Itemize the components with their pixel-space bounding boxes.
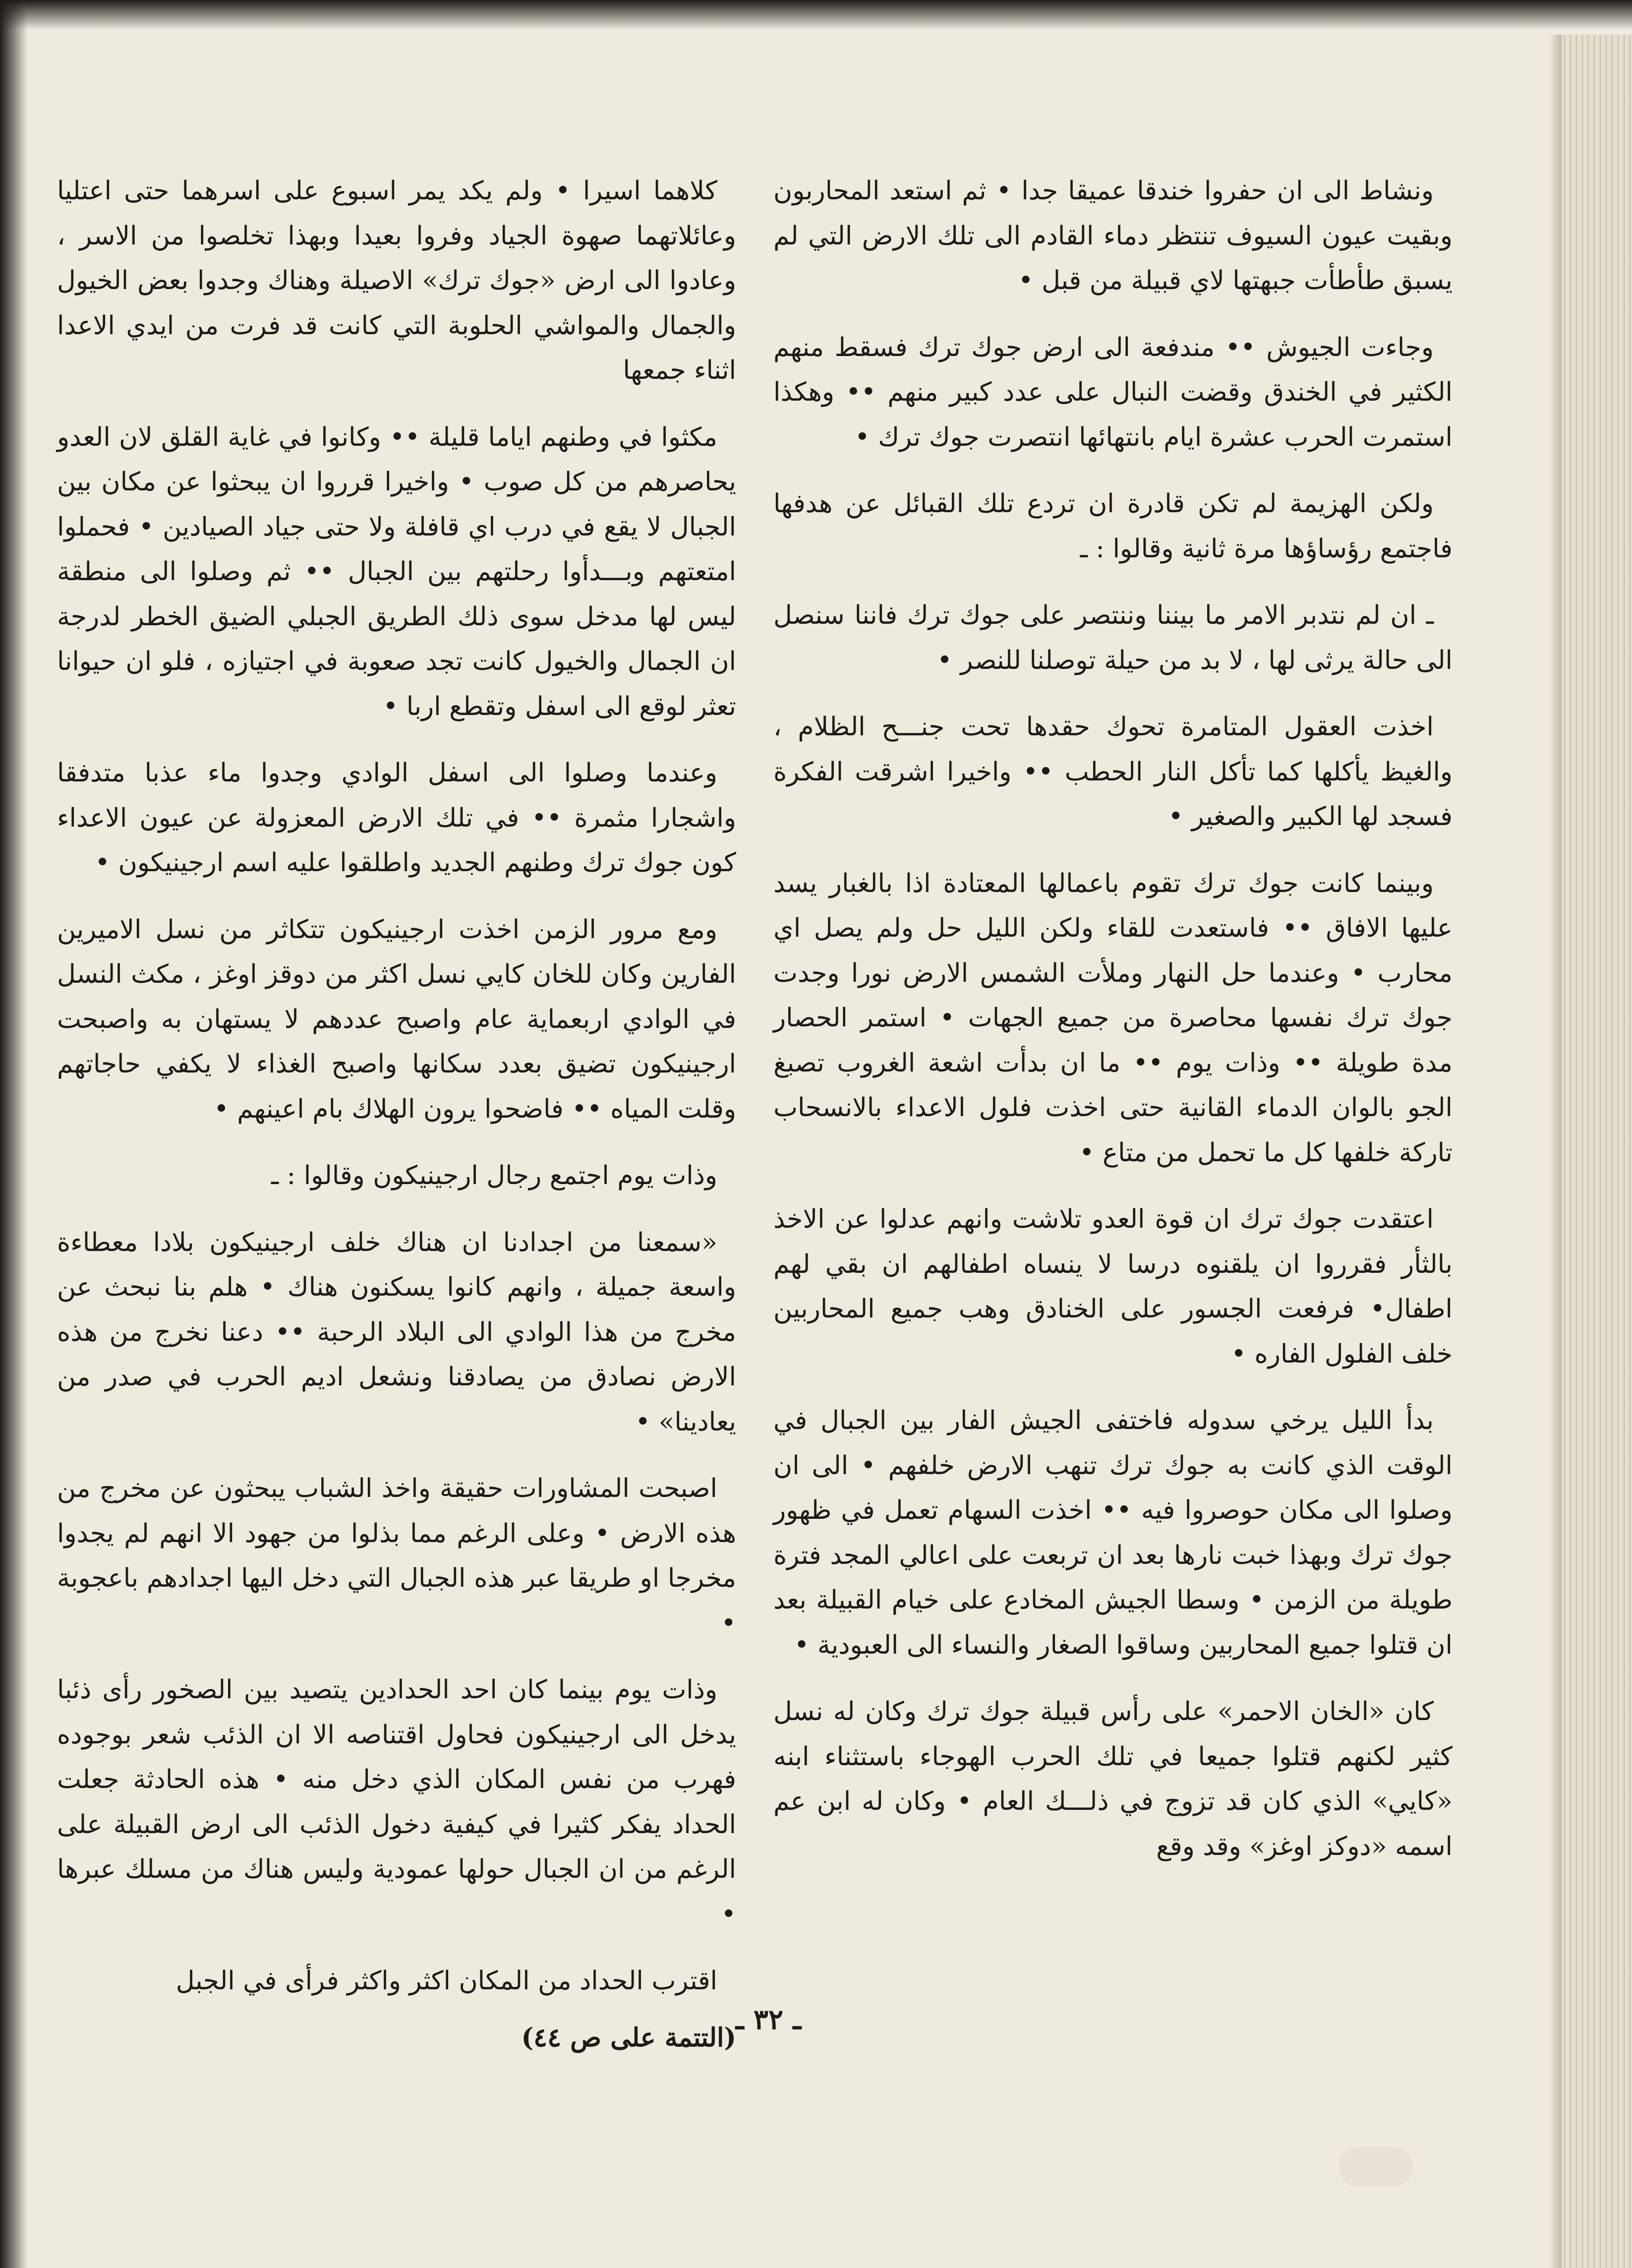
paragraph: ولكن الهزيمة لم تكن قادرة ان تردع تلك القبائل عن هدفها فاجتمع رؤساؤها مرة ثانية وقالوا : ـ	[773, 489, 1453, 564]
paragraph: اقترب الحداد من المكان اكثر واكثر فرأى في الجبل	[175, 1966, 717, 1996]
paragraph: «سمعنا من اجدادنا ان هناك خلف ارجينيكون بلادا معطاءة واسعة جميلة ، وانهم كانوا يسكنون هناك • هلم بنا نبحث عن مخرج من هذا الوادي الى البلاد الرحبة •• دعنا نخرج من هذه الارض نصادق من يصادقنا ونشعل اديم الحرب في صدر من يعادينا» •	[57, 1227, 736, 1437]
paragraph: اصبحت المشاورات حقيقة واخذ الشباب يبحثون عن مخرج من هذه الارض • وعلى الرغم مما بذلوا من جهود الا انهم لم يجدوا مخرجا او طريقا عبر هذه الجبال التي دخل اليها اجدادهم باعجوبة •	[57, 1474, 737, 1638]
paragraph: وذات يوم بينما كان احد الحدادين يتصيد بين الصخور رأى ذئبا يدخل الى ارجينيكون فحاول اقتناصه الا ان الذئب شعر بوجوده فهرب من نفس المكان الذي دخل منه • هذه الحادثة جعلت الحداد يفكر كثيرا في كيفية دخول الذئب الى ارض القبيلة على الرغم من ان الجبال حولها عمودية وليس هناك من مسلك عبرها •	[57, 1675, 737, 1929]
left-column	[57, 169, 737, 2053]
paragraph: وجاءت الجيوش •• مندفعة الى ارض جوك ترك فسقط منهم الكثير في الخندق وقضت النبال على عدد كبير منهم •• وهكذا استمرت الحرب عشرة ايام بانتهائها انتصرت جوك ترك •	[773, 332, 1453, 452]
paragraph: كان «الخان الاحمر» على رأس قبيلة جوك ترك وكان له نسل كثير لكنهم قتلوا جميعا في تلك الحرب الهوجاء باستثناء ابنه «كايي» الذي كان قد تزوج في ذلـــك العام • وكان له ابن عم اسمه «دوكز اوغز» وقد وقع	[773, 1697, 1453, 1861]
paragraph: اعتقدت جوك ترك ان قوة العدو تلاشت وانهم عدلوا عن الاخذ بالثأر فقرروا ان يلقنوه درسا لا ينساه اطفالهم ان بقي لهم اطفال• فرفعت الجسور على الخنادق وهب جميع المحاربين خلف الفلول الفاره •	[773, 1204, 1453, 1369]
paragraph: وذات يوم اجتمع رجال ارجينيكون وقالوا : ـ	[271, 1161, 717, 1191]
paragraph: كلاهما اسيرا • ولم يكد يمر اسبوع على اسرهما حتى اعتليا وعائلاتهما صهوة الجياد وفروا بعيدا وبهذا تخلصوا من الاسر ، وعادوا الى ارض «جوك ترك» الاصيلة وهناك وجدوا بعض الخيول والجمال والمواشي الحلوبة التي كانت قد فرت من ايدي الاعدا اثناء جمعها	[57, 176, 736, 385]
paragraph: وبينما كانت جوك ترك تقوم باعمالها المعتادة اذا بالغبار يسد عليها الافاق •• فاستعدت للقاء ولكن الليل حل ولم يصل اي محارب • وعندما حل النهار وملأت الشمس الارض نورا وجدت جوك ترك نفسها محاصرة من جميع الجهات • استمر الحصار مدة طويلة •• وذات يوم •• ما ان بدأت اشعة الغروب تصبغ الجو بالوان الدماء القانية حتى اخذت فلول الاعداء بالانسحاب تاركة خلفها كل ما تحمل من متاع •	[773, 868, 1453, 1168]
right-column	[773, 169, 1453, 1969]
scan-left-shadow	[0, 0, 27, 2268]
paragraph: وعندما وصلوا الى اسفل الوادي وجدوا ماء عذبا متدفقا واشجارا مثمرة •• في تلك الارض المعزولة عن عيون الاعداء كون جوك ترك وطنهم الجديد واطلقوا عليه اسم ارجينيكون •	[57, 758, 736, 878]
paragraph: ونشاط الى ان حفروا خندقا عميقا جدا • ثم استعد المحاربون وبقيت عيون السيوف تنتظر دماء القادم الى تلك الارض التي لم يسبق طأطأت جبهتها لاي قبيلة من قبل •	[773, 176, 1453, 296]
paragraph: ومع مرور الزمن اخذت ارجينيكون تتكاثر من نسل الاميرين الفارين وكان للخان كايي نسل اكثر من دوقز اوغز ، مكث النسل في الوادي اربعماية عام واصبح عددهم لا يستهان به واصبحت ارجينيكون تضيق بعدد سكانها واصبح الغذاء لا يكفي حاجاتهم وقلت المياه •• فاضحوا يرون الهلاك بام اعينهم •	[57, 914, 736, 1124]
page-stack-edges	[1562, 35, 1632, 2268]
faint-mark	[1339, 2147, 1413, 2187]
paragraph: ـ ان لم نتدبر الامر ما بيننا وننتصر على جوك ترك فاننا سنصل الى حالة يرثى لها ، لا بد من حيلة توصلنا للنصر •	[773, 600, 1453, 675]
paragraph: مكثوا في وطنهم اياما قليلة •• وكانوا في غاية القلق لان العدو يحاصرهم من كل صوب • واخيرا قرروا ان يبحثوا عن مكان بين الجبال لا يقع في درب اي قافلة ولا حتى جياد الصيادين • فحملوا امتعتهم وبـــدأوا رحلتهم بين الجبال •• ثم وصلوا الى منطقة ليس لها مدخل سوى ذلك الطريق الجبلي الضيق الخطر لدرجة ان الجمال والخيول كانت تجد صعوبة في اجتيازه ، فلو ان حيوانا تعثر لوقع الى اسفل وتقطع اربا •	[57, 422, 736, 721]
page-number: ـ ٣٢ ـ	[736, 2003, 801, 2036]
paragraph: بدأ الليل يرخي سدوله فاختفى الجيش الفار بين الجبال في الوقت الذي كانت به جوك ترك تنهب الارض خلفهم • الى ان وصلوا الى مكان حوصروا فيه •• اخذت السهام تعمل في ظهور جوك ترك وبهذا خبت نارها بعد ان تربعت على اعالي المجد فترة طويلة من الزمن • وسطا الجيش المخادع على خيام القبيلة بعد ان قتلوا جميع المحاربين وساقوا الصغار والنساء الى العبودية •	[773, 1406, 1453, 1660]
paragraph: اخذت العقول المتامرة تحوك حقدها تحت جنـــح الظلام ، والغيظ يأكلها كما تأكل النار الحطب •• واخيرا اشرقت الفكرة فسجد لها الكبير والصغير •	[773, 712, 1453, 832]
scan-top-shadow	[0, 0, 1632, 30]
continuation-note: (التتمة على ص ٤٤)	[521, 2022, 736, 2053]
